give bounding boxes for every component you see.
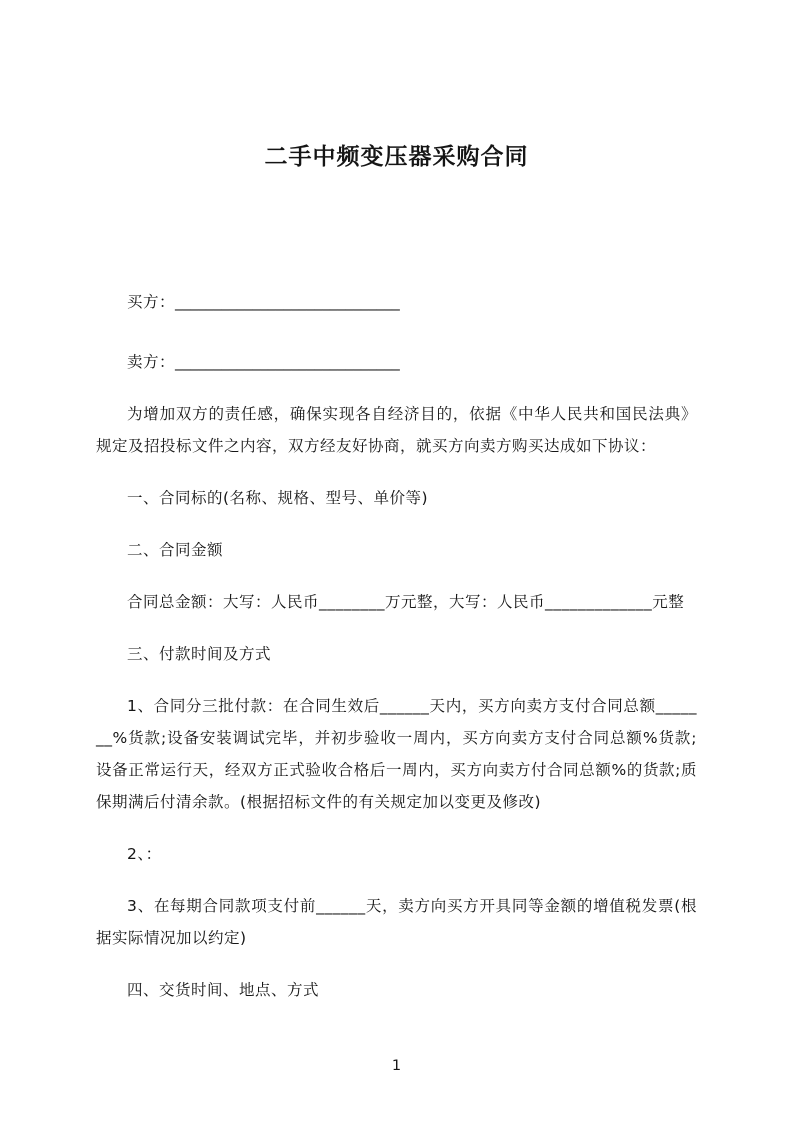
page-number: 1 (391, 1058, 402, 1074)
payment-clause-1: 1、合同分三批付款：在合同生效后______天内，买方向卖方支付合同总额_______%货款;设备安装调试完毕，并初步验收一周内，买方向卖方支付合同总额%货款;设备正常运行天，经双方正式验收合格后一周内，买方向卖方付合同总额%的货款;质保期满后付清余款。(根据招标文件的有关规定加以变更及修改) (96, 697, 697, 811)
section-2-heading: 二、合同金额 (127, 541, 224, 559)
seller-line (96, 346, 697, 378)
section-3-heading: 三、付款时间及方式 (127, 645, 272, 663)
contract-amount-line: 合同总金额：大写：人民币________万元整，大写：人民币_____________元整 (127, 593, 685, 611)
buyer-label: 买方： (127, 293, 176, 311)
seller-blank-field: _____________________________ (175, 353, 400, 371)
buyer-line (96, 286, 697, 318)
document-title: 二手中频变压器采购合同 (264, 144, 529, 170)
seller-label: 卖方： (127, 353, 176, 371)
intro-paragraph: 为增加双方的责任感，确保实现各自经济目的，依据《中华人民共和国民法典》规定及招投标文件之内容，双方经友好协商，就买方向卖方购买达成如下协议： (96, 405, 697, 455)
section-4-heading: 四、交货时间、地点、方式 (127, 981, 320, 999)
payment-clause-3: 3、在每期合同款项支付前______天，卖方向买方开具同等金额的增值税发票(根据实际情况加以约定) (96, 897, 697, 947)
section-1-heading: 一、合同标的(名称、规格、型号、单价等) (127, 489, 429, 507)
payment-clause-2: 2、： (127, 845, 162, 863)
buyer-blank-field: _____________________________ (175, 293, 400, 311)
